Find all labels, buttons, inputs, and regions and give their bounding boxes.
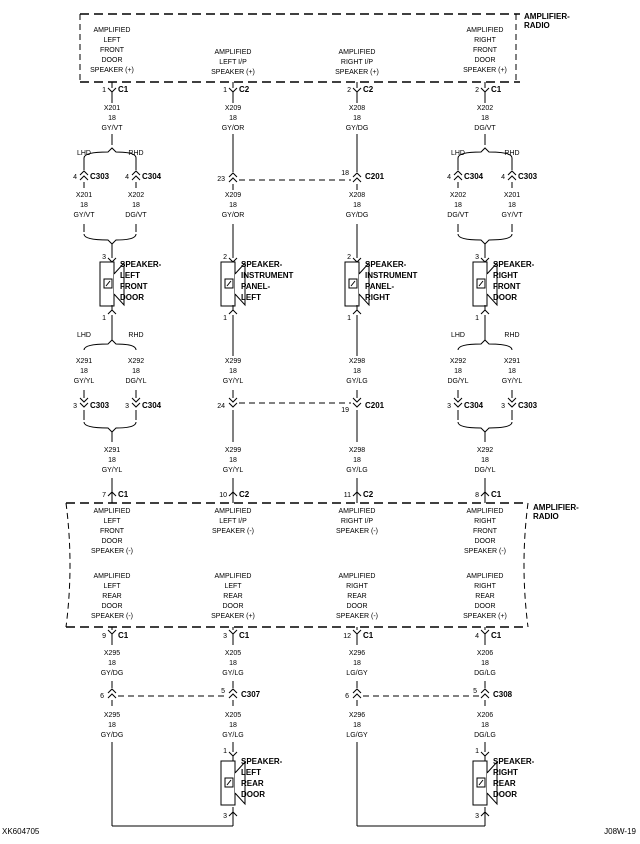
speaker-name: SPEAKER-: [241, 757, 283, 766]
pin-label: FRONT: [99, 47, 125, 54]
pin-label: REAR: [475, 593, 495, 600]
speaker-name: REAR: [241, 779, 264, 788]
pin-label: AMPLIFIED: [466, 27, 504, 34]
pin-label: REAR: [223, 593, 243, 600]
inline-connector-symbol: [353, 173, 361, 182]
pin-number: 4: [73, 174, 77, 181]
pin-number: 6: [345, 693, 349, 700]
pin-label: AMPLIFIED: [214, 49, 252, 56]
wire-label: X209: [224, 192, 242, 199]
wire-label: X295: [103, 650, 121, 657]
pin-number: 10: [219, 492, 227, 499]
wire-label: GY/OR: [221, 212, 245, 219]
pin-number: 2: [223, 254, 227, 261]
wire-label: 18: [481, 115, 489, 122]
connector-name: C304: [142, 172, 162, 181]
pin-label: AMPLIFIED: [93, 27, 131, 34]
pin-number: 1: [223, 87, 227, 94]
component-label: RADIO: [524, 21, 550, 30]
pin-label: RIGHT I/P: [340, 59, 374, 66]
pin-label: SPEAKER (-): [211, 528, 255, 535]
amp-box-right-edge: [524, 503, 528, 627]
wire-split: [84, 340, 136, 350]
pin-number: 4: [475, 633, 479, 640]
wire-label: X205: [224, 712, 242, 719]
connector-name: C1: [118, 85, 129, 94]
speaker-name: LEFT: [241, 768, 261, 777]
connector-name: C303: [518, 401, 538, 410]
speaker-name: DOOR: [493, 293, 517, 302]
wire-label: X201: [503, 192, 521, 199]
wire-label: DG/LG: [474, 732, 496, 739]
pin-label: LEFT: [103, 583, 121, 590]
pin-number: 5: [221, 688, 225, 695]
pin-label: SPEAKER (+): [463, 67, 507, 74]
wire-label: 18: [229, 368, 237, 375]
speaker-name: SPEAKER-: [241, 260, 283, 269]
wire-label: GY/DG: [345, 125, 369, 132]
connector-symbol: [229, 630, 237, 639]
pin-label: AMPLIFIED: [338, 49, 376, 56]
wire-label: GY/VT: [73, 212, 95, 219]
pin-number: 6: [100, 693, 104, 700]
connector-symbol: [353, 88, 361, 97]
rhd-label: RHD: [128, 332, 144, 339]
connector-name: C2: [239, 490, 250, 499]
wire-join: [84, 422, 136, 432]
wire-label: GY/YL: [73, 378, 95, 385]
connector-name: C303: [90, 172, 110, 181]
inline-connector-symbol: [508, 171, 516, 180]
pin-label: RIGHT: [346, 583, 368, 590]
inline-connector-symbol: [229, 173, 237, 182]
inline-connector-symbol: [353, 689, 361, 698]
wire-label: GY/DG: [345, 212, 369, 219]
pin-number: 19: [341, 407, 349, 414]
wire-label: X298: [348, 447, 366, 454]
pin-label: SPEAKER (-): [90, 548, 134, 555]
inline-connector-symbol: [481, 689, 489, 698]
pin-label: SPEAKER (+): [90, 67, 134, 74]
wire-label: DG/YL: [447, 378, 469, 385]
pin-number: 5: [473, 688, 477, 695]
wire-label: GY/DG: [100, 732, 124, 739]
wire-label: DG/LG: [474, 670, 496, 677]
pin-number: 7: [102, 492, 106, 499]
pin-number: 3: [125, 403, 129, 410]
connector-symbol: [108, 630, 116, 639]
pin-number: 1: [102, 315, 106, 322]
wire-label: 18: [481, 722, 489, 729]
pin-label: REAR: [347, 593, 367, 600]
wire-label: GY/LG: [222, 670, 244, 677]
wire-label: LG/GY: [346, 670, 368, 677]
wire-label: 18: [229, 457, 237, 464]
pin-label: DOOR: [101, 538, 123, 545]
pin-label: SPEAKER (+): [463, 613, 507, 620]
pin-label: SPEAKER (+): [211, 613, 255, 620]
connector-name: C1: [363, 631, 374, 640]
connector-name: C2: [239, 85, 250, 94]
wire-label: X292: [449, 358, 467, 365]
pin-label: RIGHT: [474, 37, 496, 44]
pin-label: DOOR: [474, 57, 496, 64]
wire-label: X206: [476, 650, 494, 657]
pin-label: LEFT: [103, 37, 121, 44]
pin-number: 8: [475, 492, 479, 499]
pin-label: AMPLIFIED: [466, 508, 504, 515]
wire-label: GY/YL: [501, 378, 523, 385]
wire-label: GY/DG: [100, 670, 124, 677]
pin-number: 24: [217, 403, 225, 410]
speaker-name: DOOR: [493, 790, 517, 799]
wire-label: X298: [348, 358, 366, 365]
speaker-name: INSTRUMENT: [365, 271, 418, 280]
connector-name: C304: [464, 172, 484, 181]
pin-label: SPEAKER (-): [335, 613, 379, 620]
connector-name: C2: [363, 490, 374, 499]
wire-label: 18: [108, 457, 116, 464]
pin-label: LEFT I/P: [219, 518, 247, 525]
connector-name: C201: [365, 172, 385, 181]
inline-connector-symbol: [229, 398, 237, 407]
wire-label: X291: [75, 358, 93, 365]
pin-label: AMPLIFIED: [338, 508, 376, 515]
inline-connector-symbol: [229, 689, 237, 698]
connector-symbol: [481, 630, 489, 639]
pin-label: DOOR: [346, 603, 368, 610]
wire-label: GY/YL: [222, 378, 244, 385]
speaker-name: INSTRUMENT: [241, 271, 294, 280]
wire-split: [458, 340, 512, 350]
speaker-name: RIGHT: [365, 293, 390, 302]
speaker-name: PANEL-: [365, 282, 395, 291]
wire-label: 18: [353, 457, 361, 464]
wire-label: 18: [353, 115, 361, 122]
pin-label: AMPLIFIED: [466, 573, 504, 580]
pin-number: 4: [501, 174, 505, 181]
wire-label: 18: [80, 368, 88, 375]
wire-label: 18: [229, 115, 237, 122]
pin-label: AMPLIFIED: [214, 508, 252, 515]
pin-label: REAR: [102, 593, 122, 600]
pin-number: 1: [347, 315, 351, 322]
wire-label: 18: [108, 660, 116, 667]
wire-label: 18: [80, 202, 88, 209]
pin-label: DOOR: [474, 538, 496, 545]
inline-connector-symbol: [132, 398, 140, 407]
wire-label: X296: [348, 712, 366, 719]
pin-number: 11: [343, 492, 351, 499]
pin-number: 3: [102, 254, 106, 261]
pin-number: 4: [125, 174, 129, 181]
wire-label: 18: [108, 115, 116, 122]
wire-label: GY/OR: [221, 125, 245, 132]
pin-number: 3: [447, 403, 451, 410]
pin-label: DOOR: [101, 57, 123, 64]
wire-label: GY/LG: [222, 732, 244, 739]
pin-number: 9: [102, 633, 106, 640]
wire-label: 18: [454, 368, 462, 375]
inline-connector-symbol: [80, 398, 88, 407]
pin-number: 18: [341, 170, 349, 177]
pin-label: RIGHT: [474, 518, 496, 525]
amp-box-left-edge: [66, 503, 70, 627]
connector-symbol: [353, 630, 361, 639]
pin-label: LEFT: [224, 583, 242, 590]
speaker-name: RIGHT: [493, 768, 518, 777]
inline-connector-symbol: [80, 171, 88, 180]
wire-label: X201: [103, 105, 121, 112]
pin-label: AMPLIFIED: [338, 573, 376, 580]
pin-number: 1: [475, 748, 479, 755]
inline-connector-symbol: [353, 398, 361, 407]
speaker-name: SPEAKER-: [493, 757, 535, 766]
speaker-name: PANEL-: [241, 282, 271, 291]
wire-label: X299: [224, 358, 242, 365]
speaker-name: FRONT: [493, 282, 521, 291]
wire-join: [458, 422, 512, 432]
wire-label: DG/VT: [125, 212, 147, 219]
connector-name: C1: [491, 631, 502, 640]
wire-label: X292: [127, 358, 145, 365]
pin-label: SPEAKER (+): [335, 69, 379, 76]
pin-number: 23: [217, 176, 225, 183]
speaker-name: FRONT: [120, 282, 148, 291]
connector-name: C304: [464, 401, 484, 410]
wire-label: X296: [348, 650, 366, 657]
connector-name: C1: [239, 631, 250, 640]
wire-label: GY/YL: [222, 467, 244, 474]
rhd-label: RHD: [504, 150, 520, 157]
pin-number: 3: [223, 633, 227, 640]
wire-label: X292: [476, 447, 494, 454]
speaker-name: SPEAKER-: [365, 260, 407, 269]
wire-label: DG/VT: [447, 212, 469, 219]
diagram-code-right: J08W-19: [604, 827, 636, 836]
component-label: RADIO: [533, 512, 559, 521]
wire-label: GY/YL: [101, 467, 123, 474]
speaker-name: REAR: [493, 779, 516, 788]
pin-label: SPEAKER (-): [90, 613, 134, 620]
pin-label: SPEAKER (-): [335, 528, 379, 535]
inline-connector-symbol: [454, 171, 462, 180]
connector-name: C303: [518, 172, 538, 181]
pin-label: DOOR: [222, 603, 244, 610]
pin-label: LEFT: [103, 518, 121, 525]
connector-symbol: [481, 88, 489, 97]
pin-number: 3: [475, 813, 479, 820]
wire-label: X205: [224, 650, 242, 657]
wire-label: 18: [481, 457, 489, 464]
diagram-code-left: XK604705: [2, 827, 40, 836]
component-label: AMPLIFIER-: [533, 503, 579, 512]
wire-label: 18: [229, 202, 237, 209]
pin-number: 2: [347, 87, 351, 94]
connector-symbol: [108, 88, 116, 97]
inline-connector-symbol: [508, 398, 516, 407]
pin-label: SPEAKER (+): [211, 69, 255, 76]
pin-number: 3: [501, 403, 505, 410]
wire-label: 18: [353, 722, 361, 729]
wire-label: 18: [353, 202, 361, 209]
pin-number: 3: [73, 403, 77, 410]
speaker-name: SPEAKER-: [493, 260, 535, 269]
inline-connector-symbol: [108, 689, 116, 698]
wire-label: GY/VT: [101, 125, 123, 132]
pin-number: 3: [475, 254, 479, 261]
wire-label: DG/YL: [125, 378, 147, 385]
wire-label: 18: [353, 368, 361, 375]
wire-label: 18: [229, 722, 237, 729]
wire-label: 18: [454, 202, 462, 209]
pin-label: FRONT: [472, 47, 498, 54]
wire-label: X291: [503, 358, 521, 365]
wire-label: X299: [224, 447, 242, 454]
pin-label: DOOR: [101, 603, 123, 610]
pin-number: 1: [223, 315, 227, 322]
wire-label: GY/LG: [346, 378, 368, 385]
connector-name: C1: [491, 85, 502, 94]
wire-label: X206: [476, 712, 494, 719]
pin-label: FRONT: [472, 528, 498, 535]
wire-label: X208: [348, 105, 366, 112]
pin-number: 1: [223, 748, 227, 755]
lhd-label: LHD: [76, 332, 92, 339]
pin-label: AMPLIFIED: [93, 508, 131, 515]
wire-label: 18: [108, 722, 116, 729]
wire-label: X202: [449, 192, 467, 199]
wire-label: X295: [103, 712, 121, 719]
pin-number: 2: [475, 87, 479, 94]
inline-connector-symbol: [454, 398, 462, 407]
connector-name: C1: [491, 490, 502, 499]
pin-label: AMPLIFIED: [93, 573, 131, 580]
wire-label: DG/VT: [474, 125, 496, 132]
rhd-label: RHD: [128, 150, 144, 157]
pin-label: LEFT I/P: [219, 59, 247, 66]
speaker-name: SPEAKER-: [120, 260, 162, 269]
connector-name: C1: [118, 631, 129, 640]
connector-symbol: [229, 88, 237, 97]
connector-name: C304: [142, 401, 162, 410]
connector-name: C303: [90, 401, 110, 410]
wire-label: 18: [508, 368, 516, 375]
wire-label: GY/LG: [346, 467, 368, 474]
pin-number: 1: [102, 87, 106, 94]
connector-name: C201: [365, 401, 385, 410]
wire-label: DG/YL: [474, 467, 496, 474]
lhd-label: LHD: [450, 332, 466, 339]
wire-label: 18: [132, 202, 140, 209]
pin-label: DOOR: [474, 603, 496, 610]
lhd-label: LHD: [76, 150, 92, 157]
pin-number: 2: [347, 254, 351, 261]
wire-label: X201: [75, 192, 93, 199]
speaker-name: DOOR: [120, 293, 144, 302]
inline-connector-symbol: [132, 171, 140, 180]
speaker-name: LEFT: [120, 271, 140, 280]
connector-name: C307: [241, 690, 261, 699]
pin-number: 3: [223, 813, 227, 820]
rhd-label: RHD: [504, 332, 520, 339]
pin-number: 12: [343, 633, 351, 640]
speaker-name: LEFT: [241, 293, 261, 302]
wire-label: 18: [508, 202, 516, 209]
wire-label: 18: [229, 660, 237, 667]
wire-label: 18: [353, 660, 361, 667]
lhd-label: LHD: [450, 150, 466, 157]
wire-join: [84, 234, 136, 244]
connector-symbol: [481, 752, 489, 761]
pin-label: SPEAKER (-): [463, 548, 507, 555]
speaker-name: DOOR: [241, 790, 265, 799]
wire-join: [458, 234, 512, 244]
pin-label: AMPLIFIED: [214, 573, 252, 580]
wire-label: X209: [224, 105, 242, 112]
wire-label: X291: [103, 447, 121, 454]
connector-name: C1: [118, 490, 129, 499]
wire-label: X202: [127, 192, 145, 199]
wire-label: 18: [481, 660, 489, 667]
wire-label: X202: [476, 105, 494, 112]
pin-label: FRONT: [99, 528, 125, 535]
pin-number: 4: [447, 174, 451, 181]
wire-label: 18: [132, 368, 140, 375]
pin-number: 1: [475, 315, 479, 322]
wire-label: GY/VT: [501, 212, 523, 219]
speaker-name: RIGHT: [493, 271, 518, 280]
pin-label: RIGHT: [474, 583, 496, 590]
wire-label: X208: [348, 192, 366, 199]
connector-name: C2: [363, 85, 374, 94]
pin-label: RIGHT I/P: [340, 518, 374, 525]
component-label: AMPLIFIER-: [524, 12, 570, 21]
connector-symbol: [229, 752, 237, 761]
wire-label: LG/GY: [346, 732, 368, 739]
connector-name: C308: [493, 690, 513, 699]
